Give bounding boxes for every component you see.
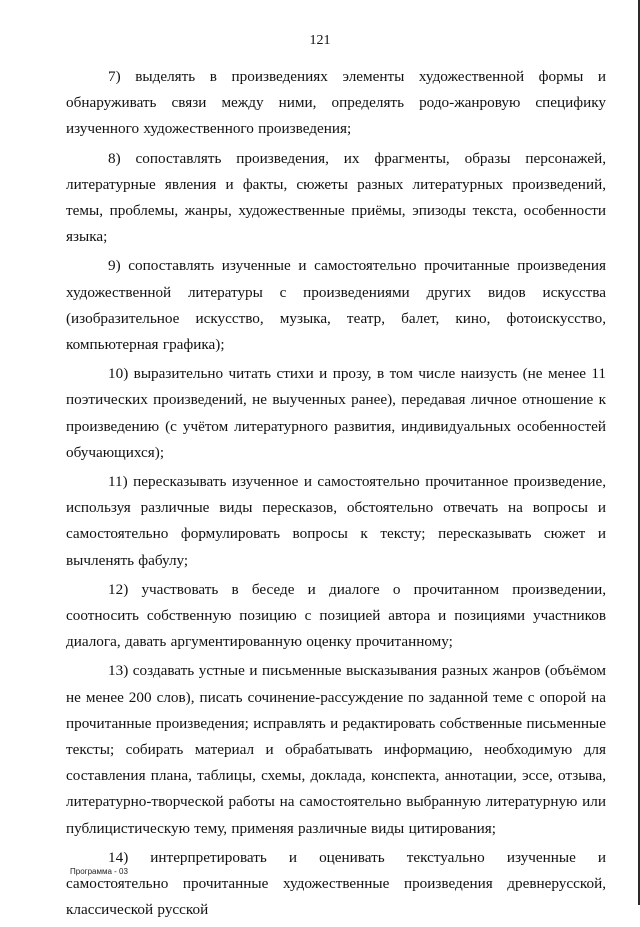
list-item-9: 9) сопоставлять изученные и самостоятельно прочитанные произведения художественной литературы с произведениями других видов искусства (изобразительное искусство, музыка, театр, балет, кино, фотоискусство, компьютерная графика); — [66, 257, 606, 354]
list-item-8: 8) сопоставлять произведения, их фрагменты, образы персонажей, литературные явления и факты, сюжеты разных литературных произведений, темы, проблемы, жанры, художественные приёмы, эпизоды текста, особенности языка; — [66, 149, 606, 246]
list-item-10: 10) выразительно читать стихи и прозу, в том числе наизусть (не менее 11 поэтических произведений, не выученных ранее), передавая личное отношение к произведению (с учётом литературного развития, индивидуальных особенностей обучающихся); — [66, 365, 606, 461]
page-content — [66, 64, 606, 927]
list-item-13: 13) создавать устные и письменные высказывания разных жанров (объёмом не менее 200 слов), писать сочинение-рассуждение по заданной теме с опорой на прочитанные произведения; исправлять и редактировать собственные письменные тексты; собирать материал и обрабатывать информацию, необходимую для составления плана, таблицы, схемы, доклада, конспекта, аннотации, эссе, отзыва, литературно-творческой работы на самостоятельно выбранную литературную или публицистическую тему, применяя различные виды цитирования; — [66, 662, 606, 837]
list-item-14: 14) интерпретировать и оценивать текстуально изученные и самостоятельно прочитанные художественные произведения древнерусской, классической русской — [66, 848, 606, 919]
list-item-11: 11) пересказывать изученное и самостоятельно прочитанное произведение, используя различные виды пересказов, обстоятельно отвечать на вопросы и самостоятельно формулировать вопросы к тексту; пересказывать сюжет и вычленять фабулу; — [66, 473, 606, 569]
page-footer: Программа - 03 — [70, 867, 128, 876]
list-item-12: 12) участвовать в беседе и диалоге о прочитанном произведении, соотносить собственную позицию с позицией автора и позициями участников диалога, давать аргументированную оценку прочитанному; — [66, 580, 606, 651]
page-number: 121 — [309, 33, 331, 48]
list-item-7: 7) выделять в произведениях элементы художественной формы и обнаруживать связи между ними, определять родо-жанровую специфику изученного художественного произведения; — [66, 68, 606, 138]
